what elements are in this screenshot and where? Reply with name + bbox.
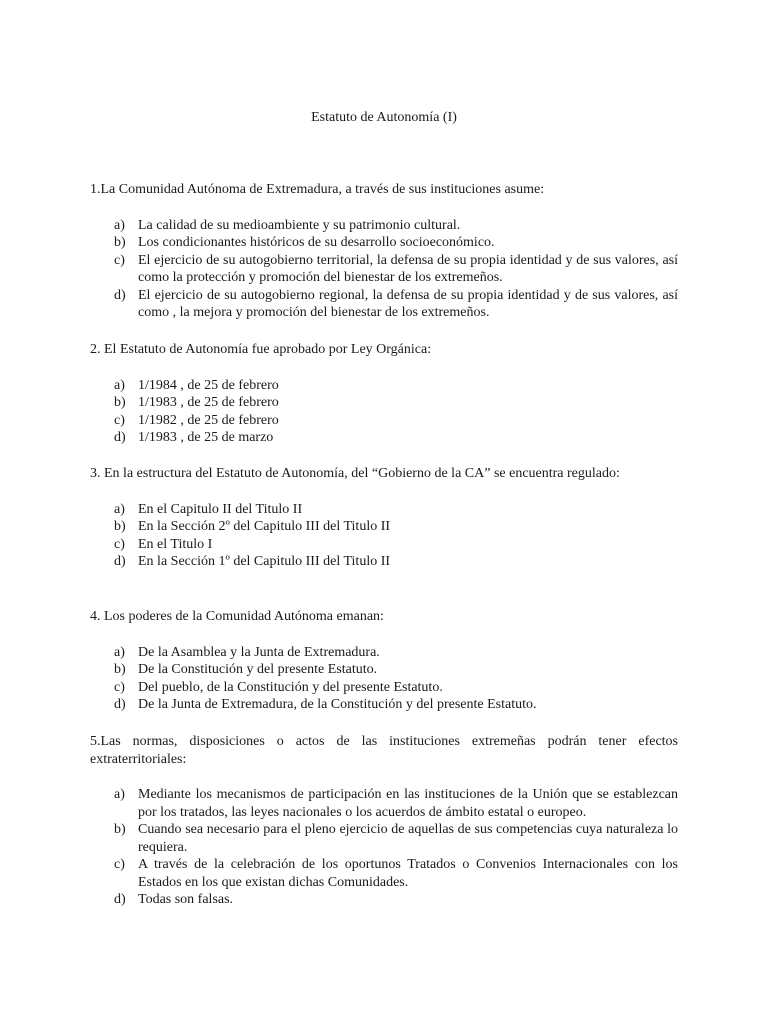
- option-b: b) Los condicionantes históricos de su desarrollo socioeconómico.: [114, 235, 495, 250]
- option-c: c) A través de la celebración de los oportunos Tratados o Convenios Internacionales con los Estados en los que existan dichas Comunidades.: [114, 857, 678, 890]
- option-a: a) De la Asamblea y la Junta de Extremadura.: [114, 644, 380, 660]
- option-a: a) Mediante los mecanismos de participación en las instituciones de la Unión que se establezcan por los tratados, las leyes nacionales o los acuerdos de ámbito estatal o europeo.: [114, 787, 678, 820]
- option-d: d) Todas son falsas.: [114, 892, 234, 907]
- document-title: Estatuto de Autonomía (I): [311, 110, 457, 125]
- question-2: [90, 341, 678, 447]
- question-1: [90, 181, 678, 322]
- question-4: [90, 608, 678, 714]
- option-c: c) En el Titulo I: [114, 536, 213, 552]
- answer-options: [90, 644, 678, 714]
- option-b: b) Cuando sea necesario para el pleno ejercicio de aquellas de sus competencias cuya naturaleza lo requiera.: [114, 822, 678, 855]
- question-text: 4. Los poderes de la Comunidad Autónoma emanan:: [90, 609, 384, 624]
- question-text: 1.La Comunidad Autónoma de Extremadura, a través de sus instituciones asume:: [90, 182, 545, 197]
- option-a: a) La calidad de su medioambiente y su patrimonio cultural.: [114, 217, 461, 233]
- option-a: a) 1/1984 , de 25 de febrero: [114, 377, 279, 393]
- option-b: b) 1/1983 , de 25 de febrero: [114, 395, 279, 410]
- question-text: 3. En la estructura del Estatuto de Autonomía, del “Gobierno de la CA” se encuentra regulado:: [90, 466, 620, 481]
- question-text: 2. El Estatuto de Autonomía fue aprobado por Ley Orgánica:: [90, 342, 432, 357]
- question-5: [90, 733, 678, 909]
- option-b: b) En la Sección 2º del Capitulo III del Titulo II: [114, 519, 391, 534]
- option-a: a) En el Capitulo II del Titulo II: [114, 501, 303, 517]
- question-3: [90, 465, 678, 571]
- option-d: d) De la Junta de Extremadura, de la Constitución y del presente Estatuto.: [114, 697, 537, 712]
- option-b: b) De la Constitución y del presente Estatuto.: [114, 662, 378, 677]
- answer-options: [90, 377, 678, 447]
- answer-options: [90, 501, 678, 571]
- option-c: c) 1/1982 , de 25 de febrero: [114, 412, 279, 428]
- option-d: d) El ejercicio de su autogobierno regional, la defensa de su propia identidad y de sus valores, así como , la mejora y promoción del bienestar de los extremeños.: [114, 287, 678, 320]
- option-c: c) El ejercicio de su autogobierno territorial, la defensa de su propia identidad y de sus valores, así como la protección y promoción del bienestar de los extremeños.: [114, 252, 678, 285]
- option-c: c) Del pueblo, de la Constitución y del presente Estatuto.: [114, 679, 443, 695]
- answer-options: [90, 217, 678, 322]
- question-text: 5.Las normas, disposiciones o actos de las instituciones extremeñas podrán tener efectos extraterritoriales:: [90, 734, 678, 767]
- answer-options: [90, 786, 678, 909]
- option-d: d) 1/1983 , de 25 de marzo: [114, 430, 274, 445]
- option-d: d) En la Sección 1º del Capitulo III del Titulo II: [114, 554, 391, 569]
